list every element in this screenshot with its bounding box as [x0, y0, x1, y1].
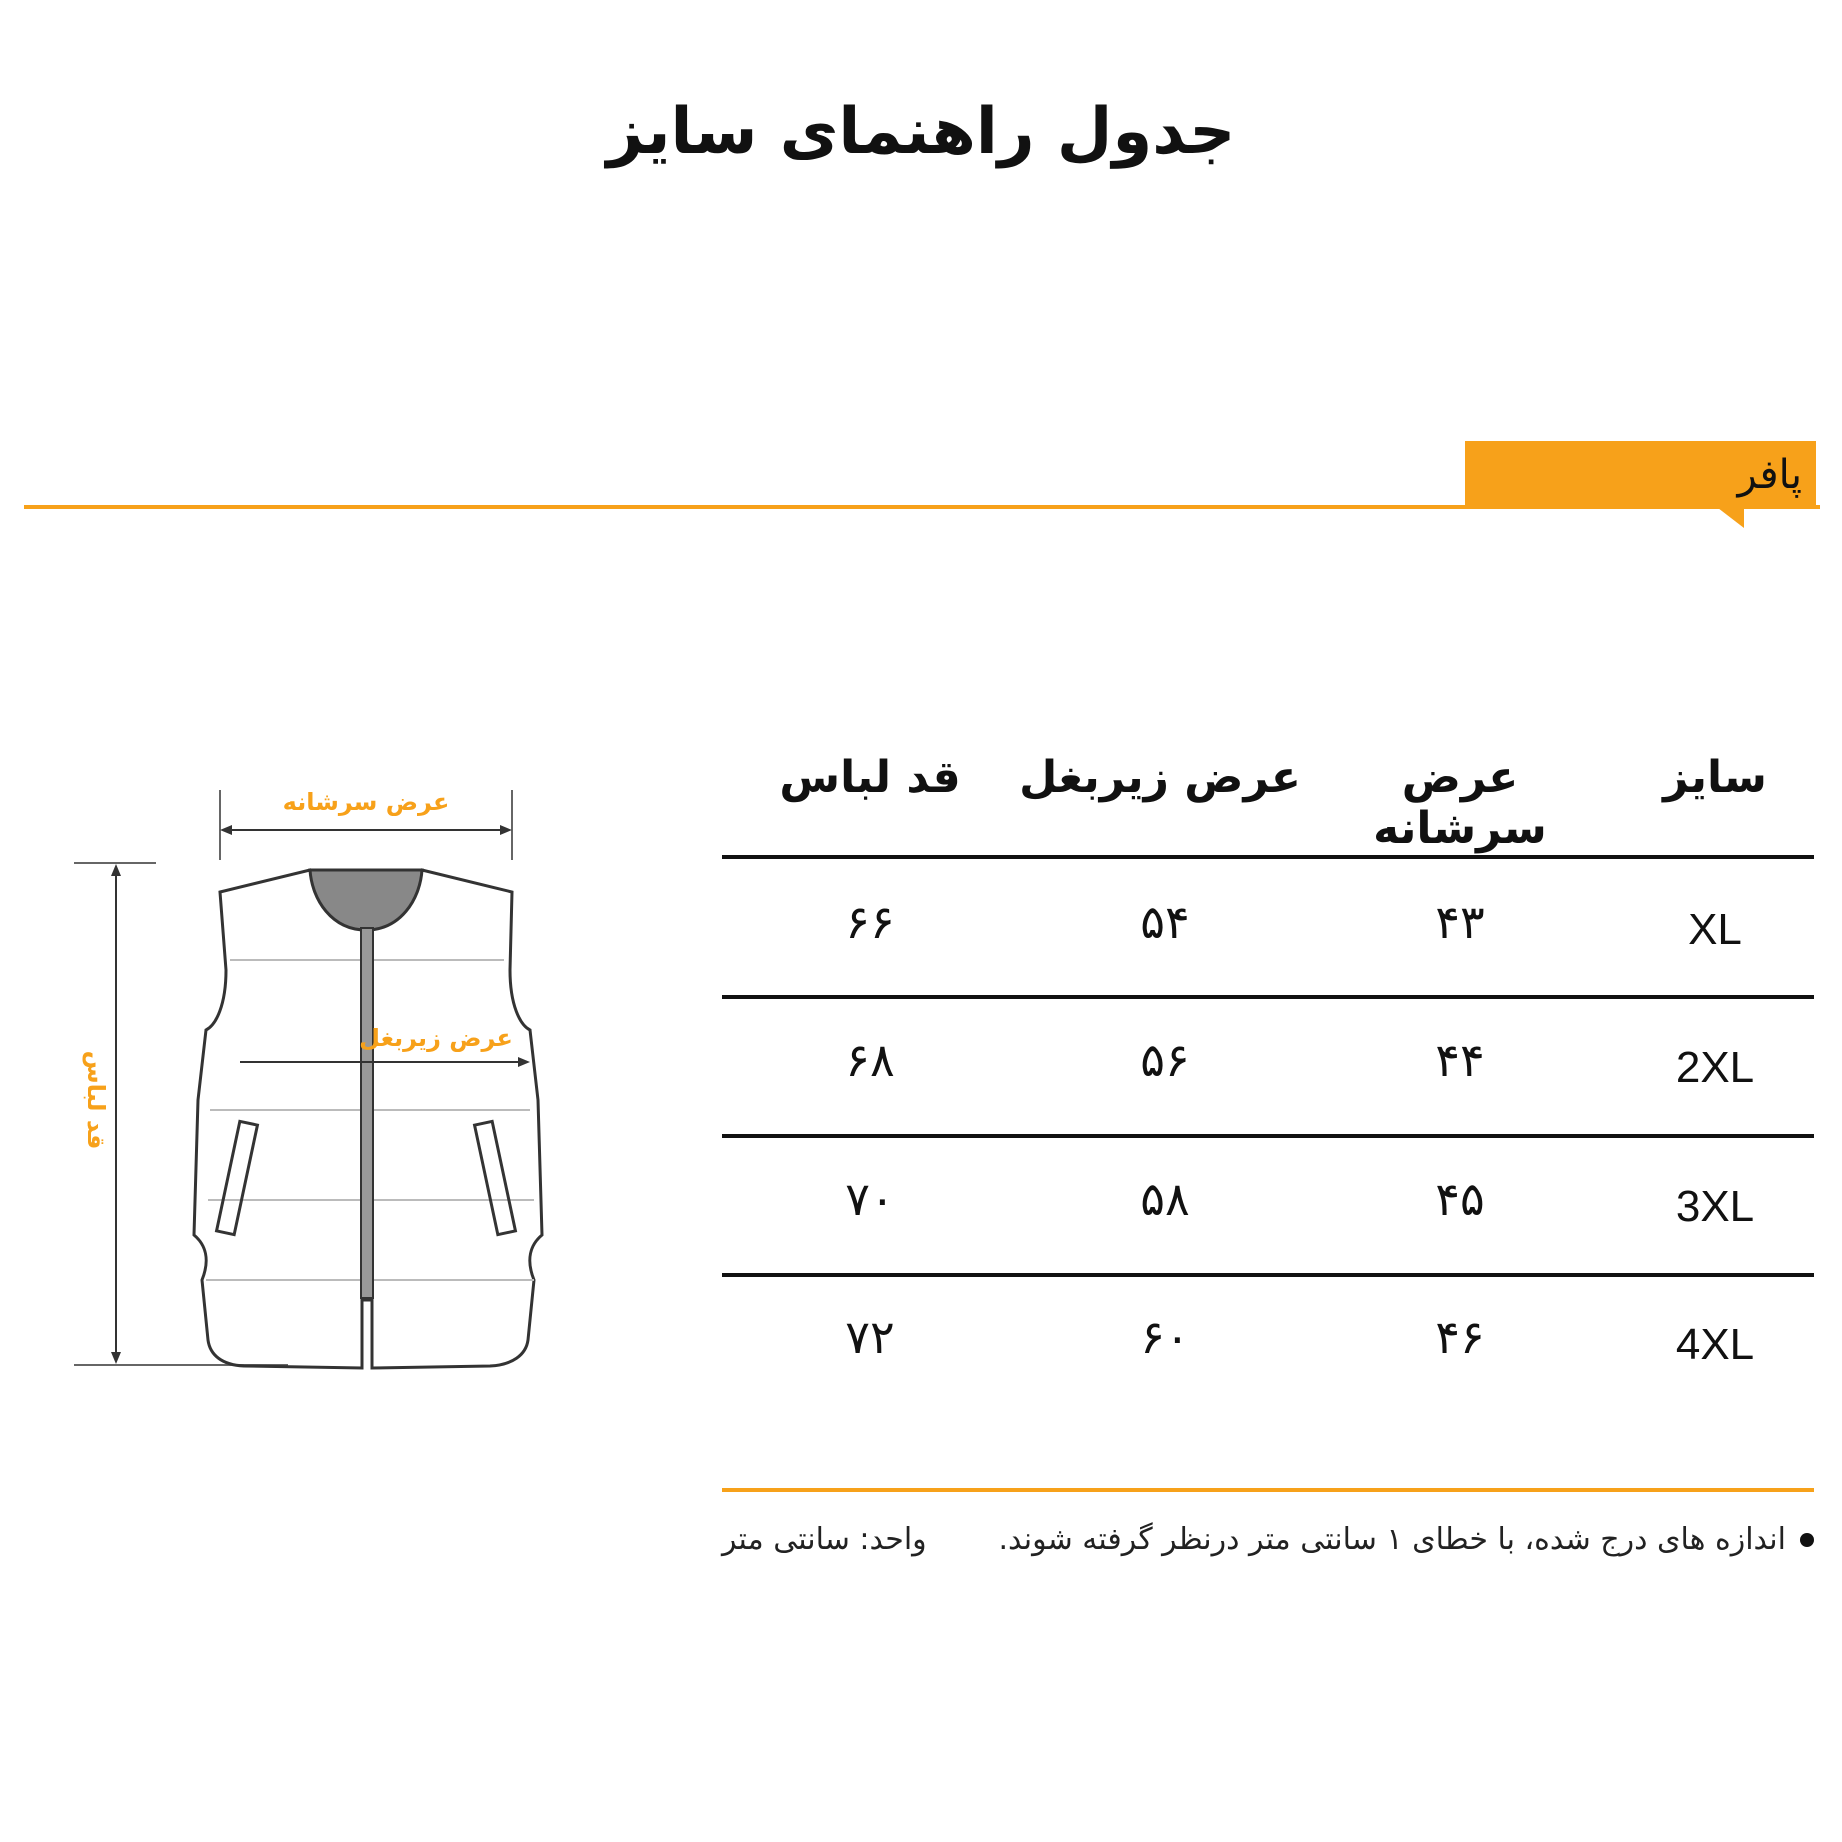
- shoulder-label: عرض سرشانه: [282, 788, 450, 816]
- cell-armpit: ۵۶: [1140, 1033, 1190, 1087]
- armpit-label: عرض زیربغل: [359, 1024, 513, 1052]
- bullet-icon: [1800, 1533, 1814, 1547]
- shoulder-dimension: [220, 788, 512, 860]
- armpit-dimension: [240, 1024, 530, 1067]
- note-text: اندازه های درج شده، با خطای ۱ سانتی متر درنظر گرفته شوند.: [998, 1522, 1786, 1557]
- cell-armpit: ۵۸: [1140, 1172, 1190, 1226]
- cell-size: 2XL: [1675, 1043, 1755, 1092]
- cell-length: ۶۶: [845, 895, 895, 949]
- cell-armpit: ۶۰: [1140, 1310, 1190, 1364]
- section-tab-label: پافر: [1737, 452, 1802, 498]
- header-shoulder: عرض سرشانه: [1373, 752, 1547, 854]
- unit-text: واحد: سانتی متر: [722, 1522, 927, 1557]
- cell-size: XL: [1688, 905, 1742, 954]
- left-pocket: [217, 1121, 258, 1234]
- cell-shoulder: ۴۶: [1435, 1310, 1485, 1364]
- collar: [310, 870, 422, 930]
- page-title: جدول راهنمای سایز: [606, 95, 1236, 169]
- table-divider: [722, 1134, 1814, 1138]
- header-size: سایز: [1663, 752, 1767, 803]
- cell-length: ۷۲: [845, 1310, 895, 1364]
- length-label: قد لباس: [82, 1050, 110, 1150]
- cell-size: 4XL: [1675, 1320, 1755, 1369]
- header-armpit: عرض زیربغل: [1019, 752, 1301, 803]
- section-tab-notch: [1718, 508, 1744, 528]
- footer-divider: [722, 1488, 1814, 1492]
- cell-shoulder: ۴۴: [1435, 1033, 1485, 1087]
- measurement-note: [998, 1522, 1814, 1557]
- zipper: [361, 928, 373, 1298]
- cell-size: 3XL: [1675, 1182, 1755, 1231]
- vest-diagram: [60, 780, 580, 1400]
- cell-length: ۶۸: [845, 1033, 895, 1087]
- cell-length: ۷۰: [845, 1172, 895, 1226]
- right-pocket: [475, 1121, 516, 1234]
- cell-armpit: ۵۴: [1140, 895, 1190, 949]
- cell-shoulder: ۴۵: [1435, 1172, 1485, 1226]
- header-length: قد لباس: [779, 752, 961, 803]
- table-divider: [722, 995, 1814, 999]
- table-divider: [722, 1273, 1814, 1277]
- table-divider: [722, 855, 1814, 859]
- cell-shoulder: ۴۳: [1435, 895, 1485, 949]
- length-dimension: [74, 863, 288, 1365]
